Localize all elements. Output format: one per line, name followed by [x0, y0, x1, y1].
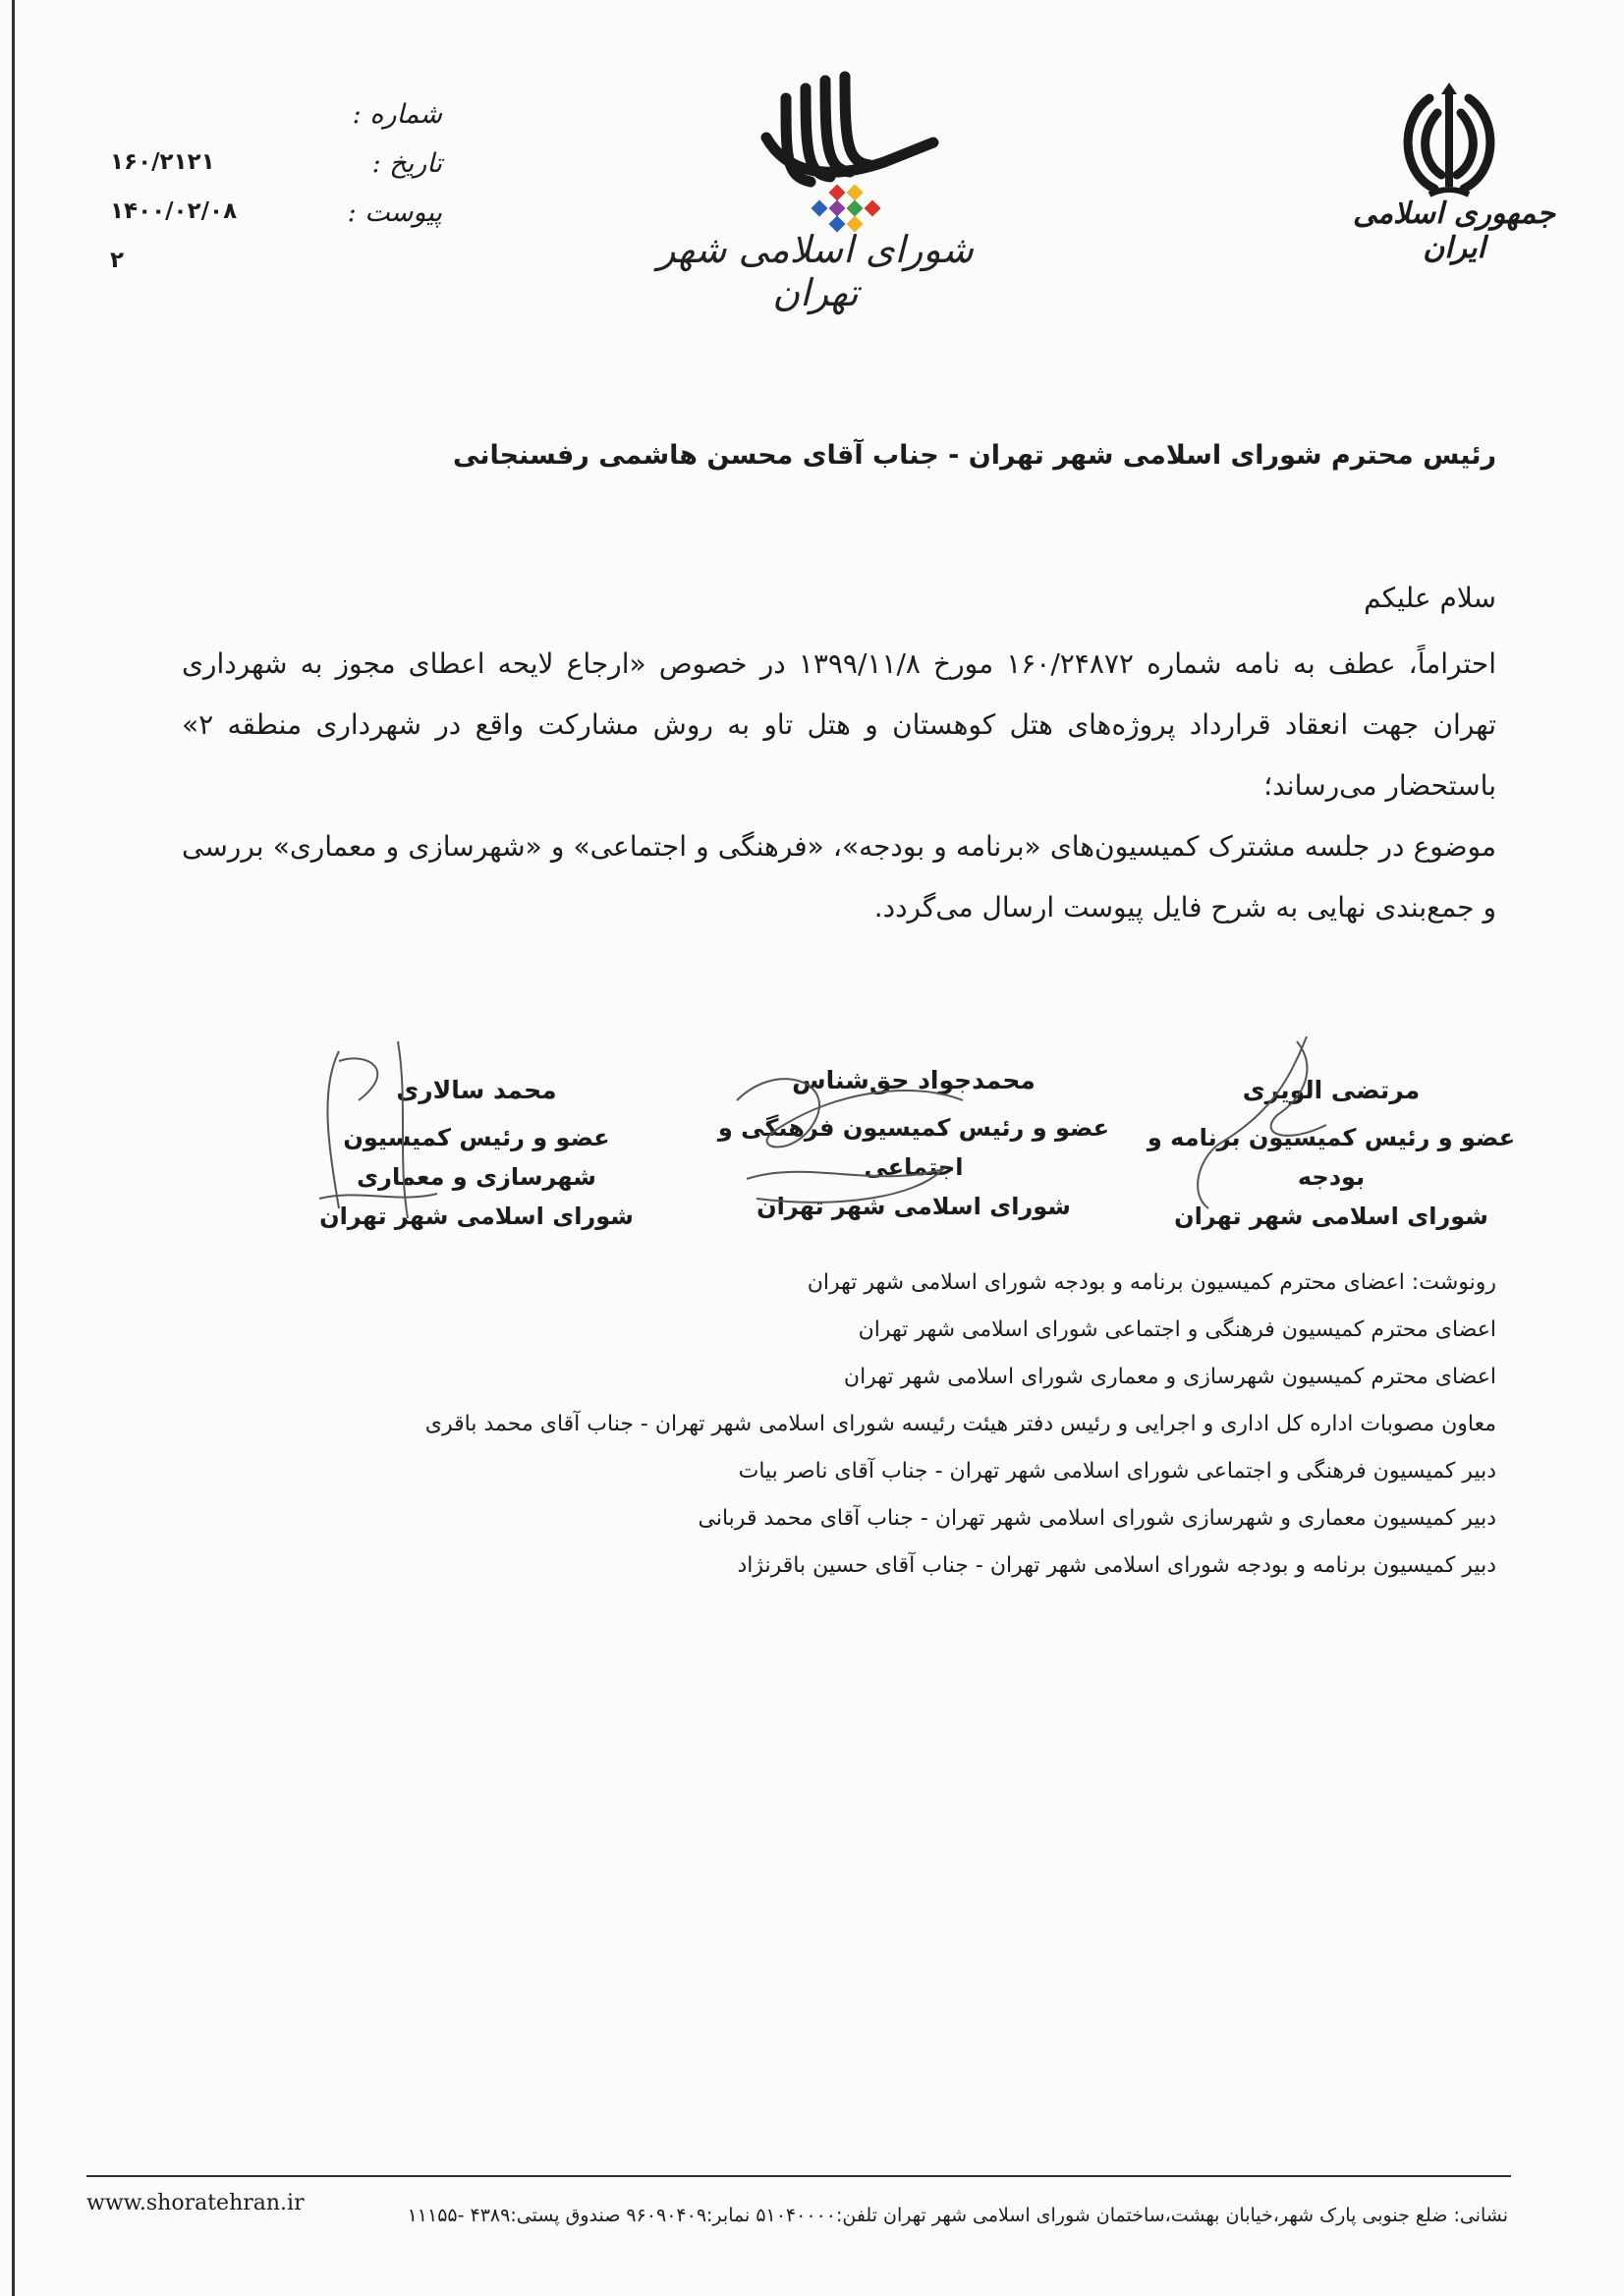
signatory-title: عضو و رئیس کمیسیون فرهنگی و اجتماعی [717, 1114, 1110, 1181]
attachment-label: پیوست : [347, 197, 442, 228]
cc-item: اعضای محترم کمیسیون فرهنگی و اجتماعی شورای اسلامی شهر تهران [858, 1317, 1496, 1342]
letter-meta-labels [324, 90, 442, 238]
cc-item: دبیر کمیسیون معماری و شهرسازی شورای اسلامی شهر تهران - جناب آقای محمد قربانی [698, 1506, 1496, 1531]
cc-item: دبیر کمیسیون فرهنگی و اجتماعی شورای اسلامی شهر تهران - جناب آقای ناصر بیات [738, 1459, 1496, 1484]
signature-block [707, 1066, 1120, 1226]
number-label: شماره : [352, 99, 442, 130]
cc-item: رونوشت: اعضای محترم کمیسیون برنامه و بودجه شورای اسلامی شهر تهران [807, 1270, 1496, 1295]
iran-emblem-icon [1390, 79, 1508, 206]
letter-body [182, 634, 1496, 938]
signatory-title: شورای اسلامی شهر تهران [1174, 1203, 1488, 1230]
paragraph: موضوع در جلسه مشترک کمیسیون‌های «برنامه و بودجه»، «فرهنگی و اجتماعی» و «شهرسازی و معماری» بررسی و جمع‌بندی نهایی به شرح فایل پیوست ارسال می‌گردد. [182, 830, 1496, 924]
date-label: تاریخ : [371, 148, 442, 179]
attachment-count: ۲ [110, 248, 125, 273]
letter-meta-values [110, 138, 267, 285]
council-name-logotype: شورای اسلامی شهر تهران [657, 228, 974, 314]
cc-item: اعضای محترم کمیسیون شهرسازی و معماری شورای اسلامی شهر تهران [843, 1365, 1496, 1389]
signatory-name: مرتضی الویری [1242, 1076, 1421, 1104]
signatory-title: شورای اسلامی شهر تهران [756, 1193, 1071, 1220]
signatory-name: محمد سالاری [396, 1076, 557, 1104]
footer-address: نشانی: ضلع جنوبی پارک شهر،خیابان بهشت،ساختمان شورای اسلامی شهر تهران تلفن:۵۱۰۴۰۰۰۰ نمابر:۹۶۰۹۰۴۰۹ صندوق پستی:۴۳۸۹ -۱۱۱۵۵ [407, 2205, 1508, 2226]
letter-date: ۱۴۰۰/۰۲/۰۸ [110, 198, 238, 224]
footer-website-link[interactable]: www.shoratehran.ir [86, 2191, 305, 2215]
footer-divider [86, 2175, 1511, 2177]
page-edge [12, 0, 15, 2296]
greeting: سلام علیکم [1364, 582, 1496, 614]
addressee: رئیس محترم شورای اسلامی شهر تهران - جناب آقای محسن هاشمی رفسنجانی [453, 440, 1496, 471]
signatory-name: محمدجواد حق‌شناس [792, 1066, 1036, 1094]
cc-item: معاون مصوبات اداره کل اداری و اجرایی و رئیس دفتر هیئت رئیسه شورای اسلامی شهر تهران - جناب آقای محمد باقری [424, 1412, 1496, 1436]
signatory-title: شورای اسلامی شهر تهران [319, 1203, 634, 1230]
paragraph: احتراماً، عطف به نامه شماره ۱۶۰/۲۴۸۷۲ مورخ ۱۳۹۹/۱۱/۸ در خصوص «ارجاع لایحه اعطای مجوز به شهرداری تهران جهت انعقاد قرارداد پروژه‌های هتل کوهستان و هتل تاو به روش مشارکت واقع در شهرداری منطقه ۲» باستحضار می‌رساند؛ [182, 647, 1496, 802]
letter-number: ۱۶۰/۲۱۲۱ [110, 149, 215, 175]
signature-block [280, 1076, 673, 1236]
signatory-title: عضو و رئیس کمیسیون شهرسازی و معماری [343, 1124, 610, 1191]
emblem-caption: جمهوری اسلامی ایران [1352, 196, 1556, 265]
signatory-title: عضو و رئیس کمیسیون برنامه و بودجه [1147, 1124, 1516, 1191]
signature-block [1140, 1076, 1523, 1236]
cc-item: دبیر کمیسیون برنامه و بودجه شورای اسلامی شهر تهران - جناب آقای حسین باقرنژاد [737, 1553, 1496, 1578]
cc-list [317, 1260, 1496, 1590]
